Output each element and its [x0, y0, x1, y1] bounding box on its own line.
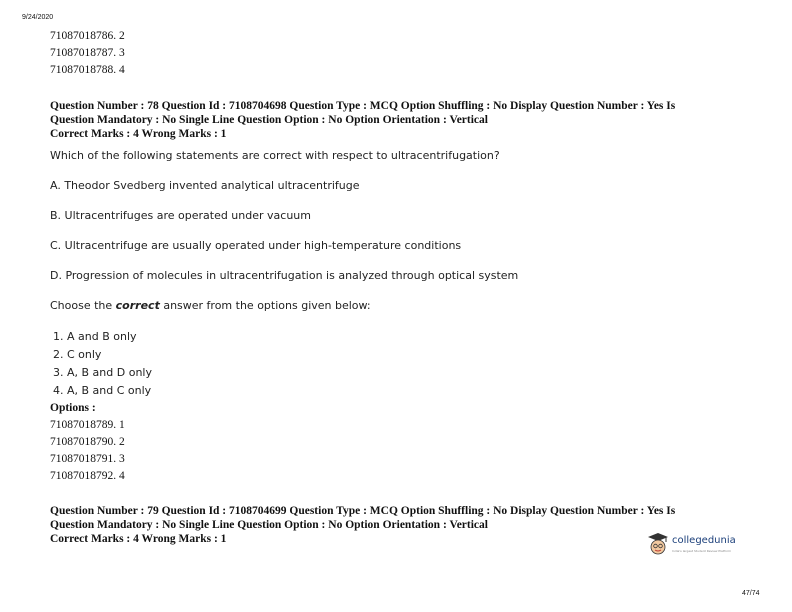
option-item: 71087018792. 4 [50, 470, 125, 482]
choose-prefix: Choose the [50, 299, 116, 312]
option-item: 71087018791. 3 [50, 453, 125, 465]
answer-item: 2. C only [53, 348, 102, 361]
question-meta-line: Question Mandatory : No Single Line Question Option : No Option Orientation : Vertical [50, 114, 488, 126]
statement-c: C. Ultracentrifuge are usually operated under high-temperature conditions [50, 239, 462, 252]
question-meta-line: Question Number : 79 Question Id : 7108704699 Question Type : MCQ Option Shuffling : No Display Question Number : Yes Is [50, 505, 676, 517]
option-id-list [50, 417, 125, 485]
statement-b: B. Ultracentrifuges are operated under vacuum [50, 209, 311, 222]
statement-d: D. Progression of molecules in ultracentrifugation is analyzed through optical system [50, 269, 519, 282]
answer-item: 3. A, B and D only [53, 366, 152, 379]
answer-item: 4. A, B and C only [53, 384, 152, 397]
collegedunia-logo-icon [647, 532, 669, 556]
question-text: Which of the following statements are correct with respect to ultracentrifugation? [50, 149, 500, 162]
page-number: 47/74 [742, 590, 760, 597]
option-item: 71087018789. 1 [50, 419, 125, 431]
question-meta-line: Question Number : 78 Question Id : 7108704698 Question Type : MCQ Option Shuffling : No Display Question Number : Yes Is [50, 100, 676, 112]
question-marks: Correct Marks : 4 Wrong Marks : 1 [50, 128, 227, 140]
answer-item: 1. A and B only [53, 330, 137, 343]
print-date: 9/24/2020 [22, 14, 54, 21]
option-item: 71087018788. 4 [50, 64, 125, 76]
statement-a: A. Theodor Svedberg invented analytical ultracentrifuge [50, 179, 360, 192]
choose-suffix: answer from the options given below: [159, 299, 371, 312]
option-item: 71087018786. 2 [50, 30, 125, 42]
question-79-header [50, 504, 750, 546]
question-meta-line: Question Mandatory : No Single Line Question Option : No Option Orientation : Vertical [50, 519, 488, 531]
question-marks: Correct Marks : 4 Wrong Marks : 1 [50, 533, 227, 545]
prev-option-list [50, 28, 125, 79]
watermark-tagline: India's largest Student Review Platform [672, 549, 732, 553]
option-item: 71087018787. 3 [50, 47, 125, 59]
choose-emphasis: correct [115, 299, 160, 312]
options-label: Options : [50, 402, 96, 414]
question-78-header [50, 99, 750, 141]
choose-instruction [50, 299, 371, 312]
answer-list [53, 328, 152, 400]
watermark-name: collegedunia [672, 535, 736, 546]
option-item: 71087018790. 2 [50, 436, 125, 448]
